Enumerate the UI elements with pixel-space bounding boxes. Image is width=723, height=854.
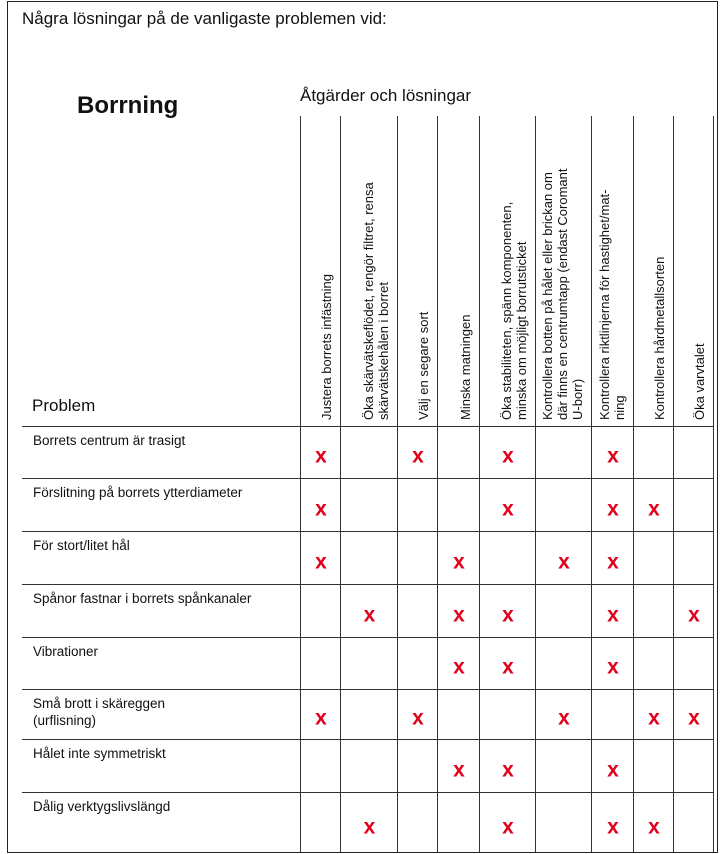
solution-mark: x bbox=[648, 815, 660, 839]
problem-label-line: Små brott i skäreggen bbox=[33, 696, 166, 711]
action-column-header bbox=[652, 257, 667, 420]
action-column-header bbox=[458, 315, 473, 421]
problem-label bbox=[33, 537, 298, 554]
problem-label bbox=[33, 745, 298, 762]
action-column-header bbox=[597, 190, 627, 421]
action-label-line: Kontrollera riktlinjerna för hastighet/mat- bbox=[597, 189, 612, 420]
solution-mark: x bbox=[607, 497, 619, 521]
solution-mark: x bbox=[315, 444, 327, 468]
problem-label-line: Vibrationer bbox=[33, 644, 99, 659]
solution-mark: x bbox=[453, 758, 465, 782]
solution-mark: x bbox=[502, 444, 514, 468]
action-label-line: Öka skärvätskeflödet, rengör filtret, rensa bbox=[361, 182, 376, 420]
problem-label-line: Hålet inte symmetriskt bbox=[33, 746, 166, 761]
solution-mark: x bbox=[502, 758, 514, 782]
action-label-line: skärvätskehålen i borret bbox=[376, 281, 391, 420]
solution-mark: x bbox=[607, 550, 619, 574]
solution-mark: x bbox=[607, 603, 619, 627]
action-label-line: Öka varvtalet bbox=[692, 343, 707, 420]
solution-mark: x bbox=[453, 655, 465, 679]
solution-mark: x bbox=[315, 550, 327, 574]
solution-mark: x bbox=[688, 706, 700, 730]
problem-label-line: Dålig verktygslivslängd bbox=[33, 799, 171, 814]
problem-label bbox=[33, 798, 298, 815]
action-label-line: Minska matningen bbox=[458, 314, 473, 420]
problem-label bbox=[33, 432, 298, 449]
solution-mark: x bbox=[363, 815, 376, 839]
action-column-header bbox=[692, 343, 707, 420]
solution-mark: x bbox=[502, 655, 514, 679]
action-column-header bbox=[499, 202, 529, 420]
action-label-line: U-borr) bbox=[570, 378, 585, 420]
problem-label bbox=[33, 643, 298, 660]
solution-mark: x bbox=[315, 706, 327, 730]
solution-mark: x bbox=[412, 706, 424, 730]
problem-heading: Problem bbox=[32, 396, 96, 415]
problem-label bbox=[33, 695, 298, 729]
action-label-line: Öka stabiliteten, spänn komponenten, bbox=[499, 201, 514, 420]
solution-mark: x bbox=[412, 444, 424, 468]
solution-mark: x bbox=[558, 550, 570, 574]
action-label-line: Kontrollera hårdmetallsorten bbox=[652, 256, 667, 420]
problem-label bbox=[33, 484, 298, 501]
solution-mark: x bbox=[502, 497, 514, 521]
solution-mark: x bbox=[502, 603, 514, 627]
problem-label-line: För stort/litet hål bbox=[33, 538, 130, 553]
action-column-header bbox=[416, 312, 431, 420]
action-column-header bbox=[540, 169, 585, 420]
solution-mark: x bbox=[363, 603, 376, 627]
solution-mark: x bbox=[607, 444, 619, 468]
solution-mark: x bbox=[558, 706, 570, 730]
intro-text: Några lösningar på de vanligaste problemen vid: bbox=[22, 9, 387, 28]
action-column-header bbox=[319, 274, 334, 420]
action-column-header bbox=[361, 182, 391, 420]
action-label-line: minska om möjligt borrutsticket bbox=[514, 241, 529, 420]
solution-mark: x bbox=[453, 550, 465, 574]
actions-heading: Åtgärder och lösningar bbox=[300, 86, 472, 105]
action-label-line: ning bbox=[612, 395, 627, 420]
action-label-line: Välj en segare sort bbox=[416, 311, 431, 420]
solution-mark: x bbox=[648, 497, 660, 521]
solution-mark: x bbox=[607, 815, 619, 839]
problem-label-line: (urflisning) bbox=[33, 713, 97, 728]
solution-mark: x bbox=[648, 706, 660, 730]
solution-mark: x bbox=[502, 815, 514, 839]
solution-mark: x bbox=[607, 758, 619, 782]
solution-mark: x bbox=[688, 603, 700, 627]
solution-mark: x bbox=[453, 603, 465, 627]
action-label-line: Kontrollera botten på hålet eller brickan om bbox=[540, 172, 555, 420]
problem-label-line: Spånor fastnar i borrets spånkanaler bbox=[33, 591, 252, 606]
section-title: Borrning bbox=[77, 92, 179, 119]
solution-mark: x bbox=[315, 497, 327, 521]
problem-label-line: Förslitning på borrets ytterdiameter bbox=[33, 485, 243, 500]
problem-label-line: Borrets centrum är trasigt bbox=[33, 433, 186, 448]
solution-mark: x bbox=[607, 655, 619, 679]
problem-label bbox=[33, 590, 298, 607]
action-label-line: Justera borrets infästning bbox=[319, 274, 334, 420]
action-label-line: där finns en centrumtapp (endast Coromant bbox=[555, 168, 570, 420]
